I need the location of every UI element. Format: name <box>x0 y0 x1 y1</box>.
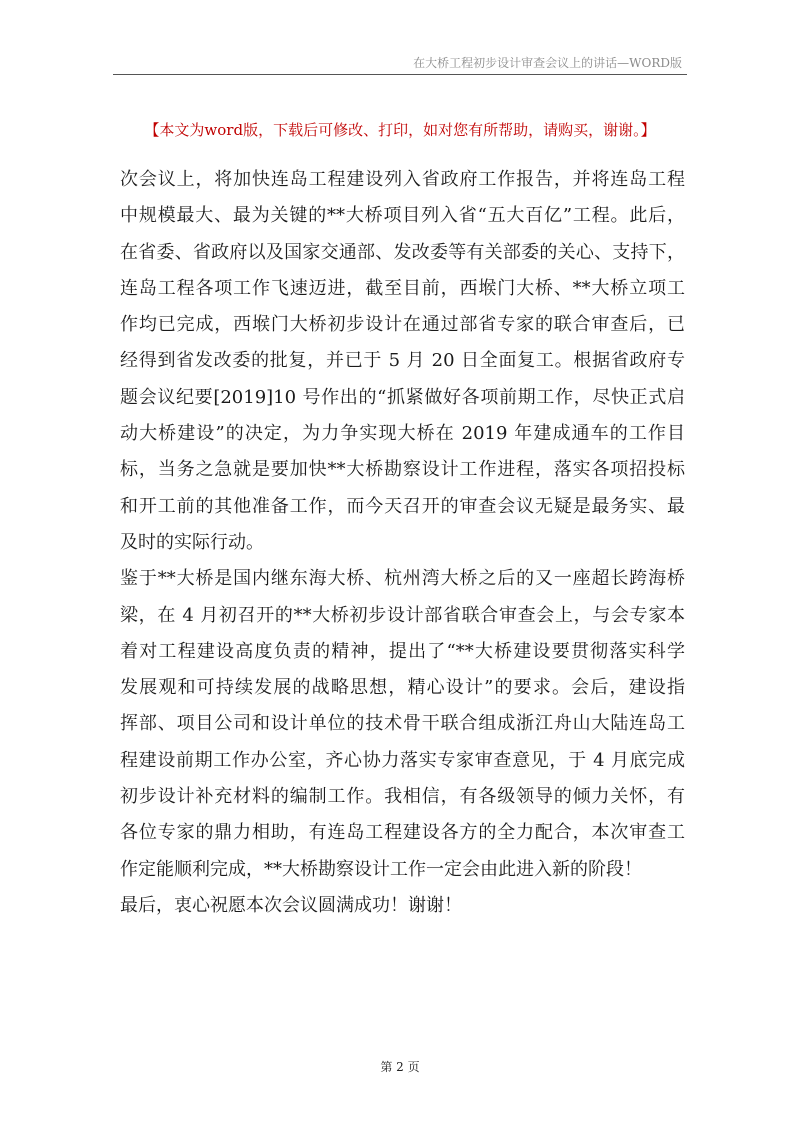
text-line: 各位专家的鼎力相助，有连岛工程建设各方的全力配合，本次审查工 <box>120 822 685 844</box>
paragraph-3 <box>120 888 685 924</box>
text-line: 经得到省发改委的批复，并已于 5 月 20 日全面复工。根据省政府专 <box>120 350 685 372</box>
text-line: 发展观和可持续发展的战略思想，精心设计”的要求。会后，建设指 <box>120 677 685 699</box>
text-line: 动大桥建设”的决定，为力争实现大桥在 2019 年建成通车的工作目 <box>120 423 685 445</box>
text-line: 和开工前的其他准备工作，而今天召开的审查会议无疑是最务实、最 <box>120 495 685 517</box>
text-line: 着对工程建设高度负责的精神，提出了“**大桥建设要贯彻落实科学 <box>120 640 685 662</box>
text-line: 鉴于**大桥是国内继东海大桥、杭州湾大桥之后的又一座超长跨海桥 <box>120 568 685 590</box>
paragraph-2 <box>120 561 685 888</box>
text-line: 初步设计补充材料的编制工作。我相信，有各级领导的倾力关怀，有 <box>120 786 685 808</box>
text-line: 及时的实际行动。 <box>120 531 264 553</box>
paragraph-1 <box>120 162 685 561</box>
text-line: 作均已完成，西堠门大桥初步设计在通过部省专家的联合审查后，已 <box>120 314 685 336</box>
document-body <box>120 162 685 924</box>
header-divider <box>113 74 687 75</box>
text-line: 程建设前期工作办公室，齐心协力落实专家审查意见，于 4 月底完成 <box>120 749 685 771</box>
download-notice: 【本文为word版，下载后可修改、打印，如对您有所帮助，请购买，谢谢。】 <box>144 121 656 139</box>
text-line: 最后，衷心祝愿本次会议圆满成功！谢谢！ <box>120 894 462 916</box>
text-line: 连岛工程各项工作飞速迈进，截至目前，西堠门大桥、**大桥立项工 <box>120 277 685 299</box>
text-line: 中规模最大、最为关键的**大桥项目列入省“五大百亿”工程。此后， <box>120 205 685 227</box>
text-line: 梁，在 4 月初召开的**大桥初步设计部省联合审查会上，与会专家本 <box>120 604 685 626</box>
text-line: 标，当务之急就是要加快**大桥勘察设计工作进程，落实各项招投标 <box>120 459 685 481</box>
text-line: 挥部、项目公司和设计单位的技术骨干联合组成浙江舟山大陆连岛工 <box>120 713 685 735</box>
text-line: 题会议纪要[2019]10 号作出的“抓紧做好各项前期工作，尽快正式启 <box>120 386 685 408</box>
text-line: 作定能顺利完成，**大桥勘察设计工作一定会由此进入新的阶段！ <box>120 858 642 880</box>
document-header-title: 在大桥工程初步设计审查会议上的讲话—WORD版 <box>413 56 682 70</box>
text-line: 次会议上，将加快连岛工程建设列入省政府工作报告，并将连岛工程 <box>120 169 685 190</box>
text-line: 在省委、省政府以及国家交通部、发改委等有关部委的关心、支持下， <box>120 241 685 263</box>
page-number: 第 2 页 <box>380 1060 420 1074</box>
